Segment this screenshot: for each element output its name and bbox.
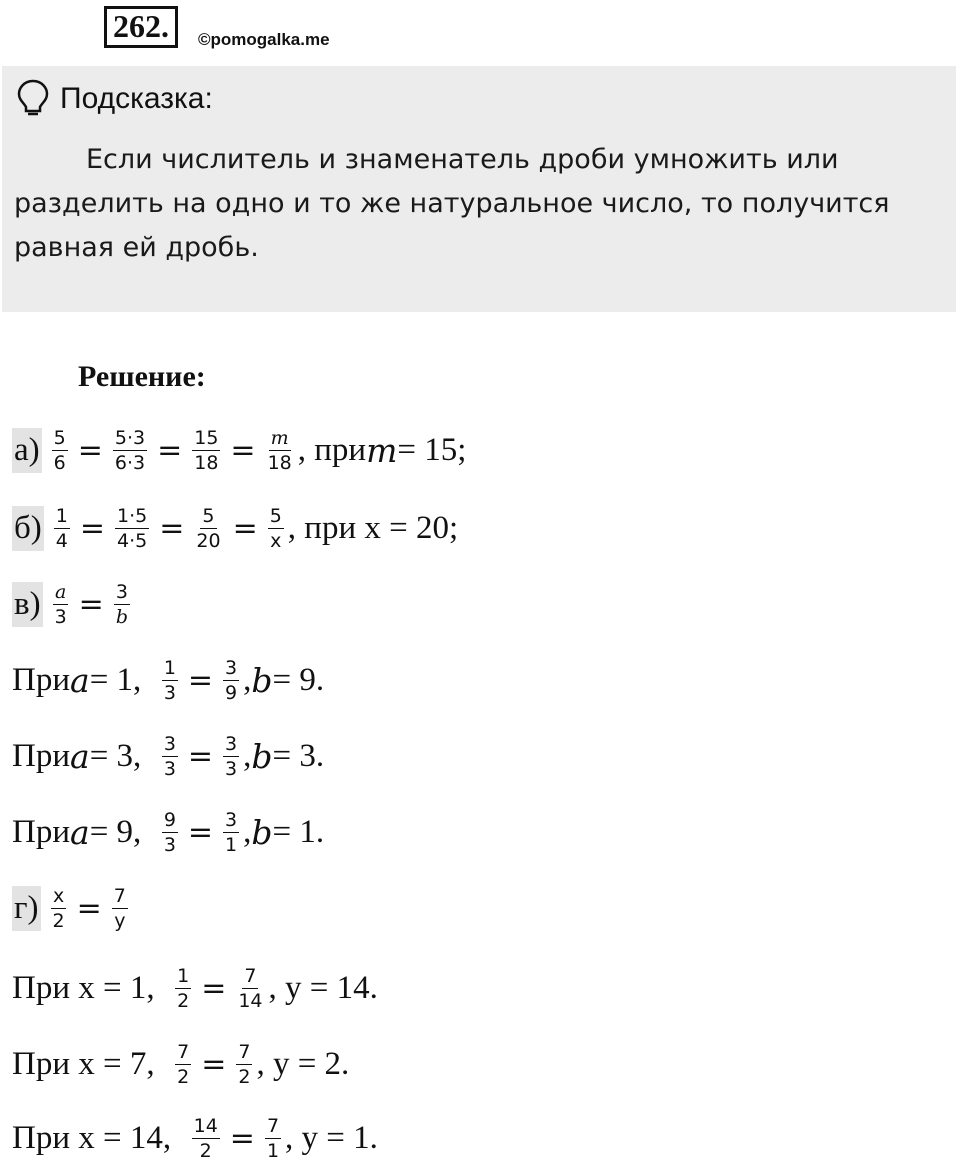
solution-item-a: а) $\frac{5}{6}$ = $\frac{5\cdot 3}{6\cdot 3}$ = $\frac{15}{18}$ = $\frac{m}{18}$ , при m = 15; bbox=[14, 426, 467, 474]
v-row: При a = 9, $\frac{9}{3}$ = $\frac{3}{1}$ , b = 1. bbox=[12, 808, 325, 856]
solution-item-g: г) $\frac{x}{2}$ = $\frac{7}{y}$ bbox=[14, 884, 126, 932]
hint-panel bbox=[2, 66, 956, 312]
g-row: При x = 7, $\frac{7}{2}$ = $\frac{7}{2}$ , y = 2. bbox=[12, 1040, 350, 1088]
hint-title: Подсказка: bbox=[60, 82, 213, 115]
task-number: 262. bbox=[104, 6, 178, 48]
item-tag: б) bbox=[12, 506, 44, 551]
item-tag: г) bbox=[12, 886, 41, 931]
lightbulb-icon bbox=[16, 78, 50, 118]
solution-item-b: б) $\frac{1}{4}$ = $\frac{1\cdot 5}{4\cdot 5}$ = $\frac{5}{20}$ = $\frac{5}{x}$ , при x = 20; bbox=[14, 504, 459, 552]
site-watermark: ©pomogalka.me bbox=[198, 30, 330, 49]
g-row: При x = 1, $\frac{1}{2}$ = $\frac{7}{14}$ , y = 14. bbox=[12, 964, 378, 1012]
solution-title: Решение: bbox=[78, 360, 206, 393]
v-row: При a = 3, $\frac{3}{3}$ = $\frac{3}{3}$ , b = 3. bbox=[12, 732, 325, 780]
hint-text: Если числитель и знаменатель дроби умножить или разделить на одно и то же натуральное число, то получится равная ей дробь. bbox=[14, 144, 890, 263]
v-row: При a = 1, $\frac{1}{3}$ = $\frac{3}{9}$ , b = 9. bbox=[12, 656, 325, 704]
g-row: При x = 14, $\frac{14}{2}$ = $\frac{7}{1}$ , y = 1. bbox=[12, 1114, 378, 1162]
item-tag: а) bbox=[12, 428, 42, 473]
solution-item-v: в) $\frac{a}{3}$ = $\frac{3}{b}$ bbox=[14, 580, 128, 628]
item-tag: в) bbox=[12, 582, 43, 627]
